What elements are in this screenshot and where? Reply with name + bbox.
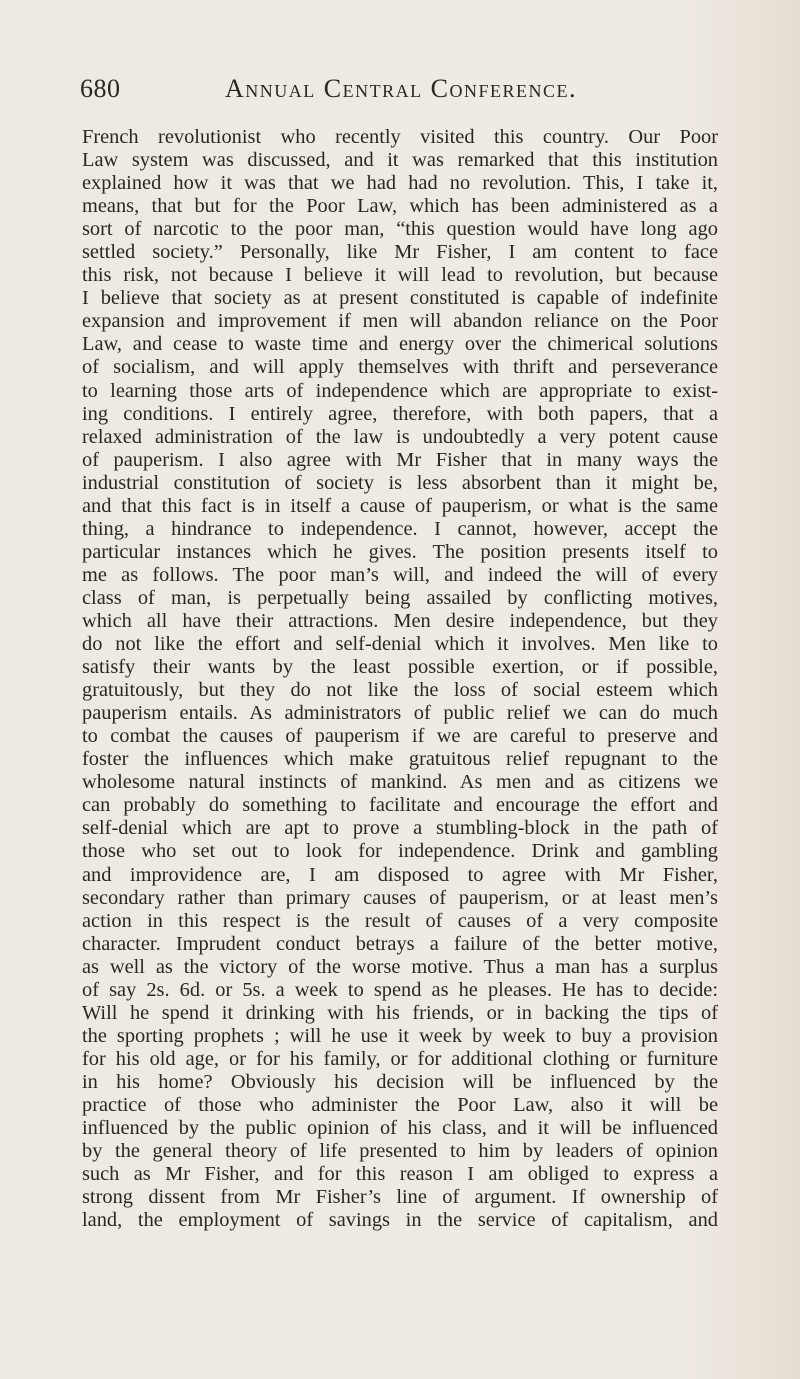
text-line: class of man, is perpetually being assailed by conflicting motives, bbox=[82, 586, 718, 609]
text-line: gratuitously, but they do not like the loss of social esteem which bbox=[82, 679, 718, 702]
text-line: as well as the victory of the worse motive. Thus a man has a surplus bbox=[82, 955, 718, 978]
text-line: of pauperism. I also agree with Mr Fisher that in many ways the bbox=[82, 448, 718, 471]
text-line: sort of narcotic to the poor man, “this question would have long ago bbox=[82, 218, 718, 241]
text-line: satisfy their wants by the least possible exertion, or if possible, bbox=[82, 656, 718, 679]
text-line: I believe that society as at present constituted is capable of indefinite bbox=[82, 287, 718, 310]
text-line: influenced by the public opinion of his class, and it will be influenced bbox=[82, 1117, 718, 1140]
text-line: secondary rather than primary causes of pauperism, or at least men’s bbox=[82, 886, 718, 909]
text-line: and improvidence are, I am disposed to agree with Mr Fisher, bbox=[82, 863, 718, 886]
text-line: do not like the effort and self-denial which it involves. Men like to bbox=[82, 633, 718, 656]
text-line: to learning those arts of independence which are appropriate to exist- bbox=[82, 379, 718, 402]
text-line: French revolutionist who recently visited this country. Our Poor bbox=[82, 126, 718, 148]
text-line: me as follows. The poor man’s will, and indeed the will of every bbox=[82, 563, 718, 586]
text-line: land, the employment of savings in the service of capitalism, and bbox=[82, 1209, 718, 1232]
body-text bbox=[82, 126, 718, 1232]
text-line: this risk, not because I believe it will lead to revolution, but because bbox=[82, 264, 718, 287]
text-line: of say 2s. 6d. or 5s. a week to spend as he pleases. He has to decide: bbox=[82, 978, 718, 1001]
text-line: wholesome natural instincts of mankind. As men and as citizens we bbox=[82, 771, 718, 794]
page-header bbox=[80, 74, 720, 114]
text-line: expansion and improvement if men will abandon reliance on the Poor bbox=[82, 310, 718, 333]
text-line: settled society.” Personally, like Mr Fisher, I am content to face bbox=[82, 241, 718, 264]
text-line: the sporting prophets ; will he use it week by week to buy a provision bbox=[82, 1024, 718, 1047]
text-line: to combat the causes of pauperism if we are careful to preserve and bbox=[82, 725, 718, 748]
text-line: in his home? Obviously his decision will be influenced by the bbox=[82, 1070, 718, 1093]
text-line: those who set out to look for independence. Drink and gambling bbox=[82, 840, 718, 863]
text-line: Will he spend it drinking with his friends, or in backing the tips of bbox=[82, 1001, 718, 1024]
text-line: by the general theory of life presented to him by leaders of opinion bbox=[82, 1140, 718, 1163]
text-line: ing conditions. I entirely agree, therefore, with both papers, that a bbox=[82, 402, 718, 425]
text-line: relaxed administration of the law is undoubtedly a very potent cause bbox=[82, 425, 718, 448]
text-line: can probably do something to facilitate and encourage the effort and bbox=[82, 794, 718, 817]
text-line: which all have their attractions. Men desire independence, but they bbox=[82, 609, 718, 632]
text-line: industrial constitution of society is less absorbent than it might be, bbox=[82, 471, 718, 494]
text-line: pauperism entails. As administrators of public relief we can do much bbox=[82, 702, 718, 725]
text-line: self-denial which are apt to prove a stumbling-block in the path of bbox=[82, 817, 718, 840]
text-line: action in this respect is the result of causes of a very composite bbox=[82, 909, 718, 932]
text-line: Law, and cease to waste time and energy over the chimerical solutions bbox=[82, 333, 718, 356]
text-line: of socialism, and will apply themselves with thrift and perseverance bbox=[82, 356, 718, 379]
text-line: means, that but for the Poor Law, which has been administered as a bbox=[82, 195, 718, 218]
text-line: thing, a hindrance to independence. I cannot, however, accept the bbox=[82, 517, 718, 540]
text-line: strong dissent from Mr Fisher’s line of argument. If ownership of bbox=[82, 1186, 718, 1209]
text-line: practice of those who administer the Poor Law, also it will be bbox=[82, 1093, 718, 1116]
text-line: foster the influences which make gratuitous relief repugnant to the bbox=[82, 748, 718, 771]
running-head: Annual Central Conference. bbox=[225, 74, 577, 103]
text-line: explained how it was that we had had no revolution. This, I take it, bbox=[82, 172, 718, 195]
text-line: and that this fact is in itself a cause of pauperism, or what is the same bbox=[82, 494, 718, 517]
text-line: such as Mr Fisher, and for this reason I am obliged to express a bbox=[82, 1163, 718, 1186]
text-line: Law system was discussed, and it was remarked that this institution bbox=[82, 149, 718, 172]
text-line: character. Imprudent conduct betrays a failure of the better motive, bbox=[82, 932, 718, 955]
page-number: 680 bbox=[80, 74, 121, 103]
text-line: for his old age, or for his family, or for additional clothing or furniture bbox=[82, 1047, 718, 1070]
text-line: particular instances which he gives. The position presents itself to bbox=[82, 540, 718, 563]
